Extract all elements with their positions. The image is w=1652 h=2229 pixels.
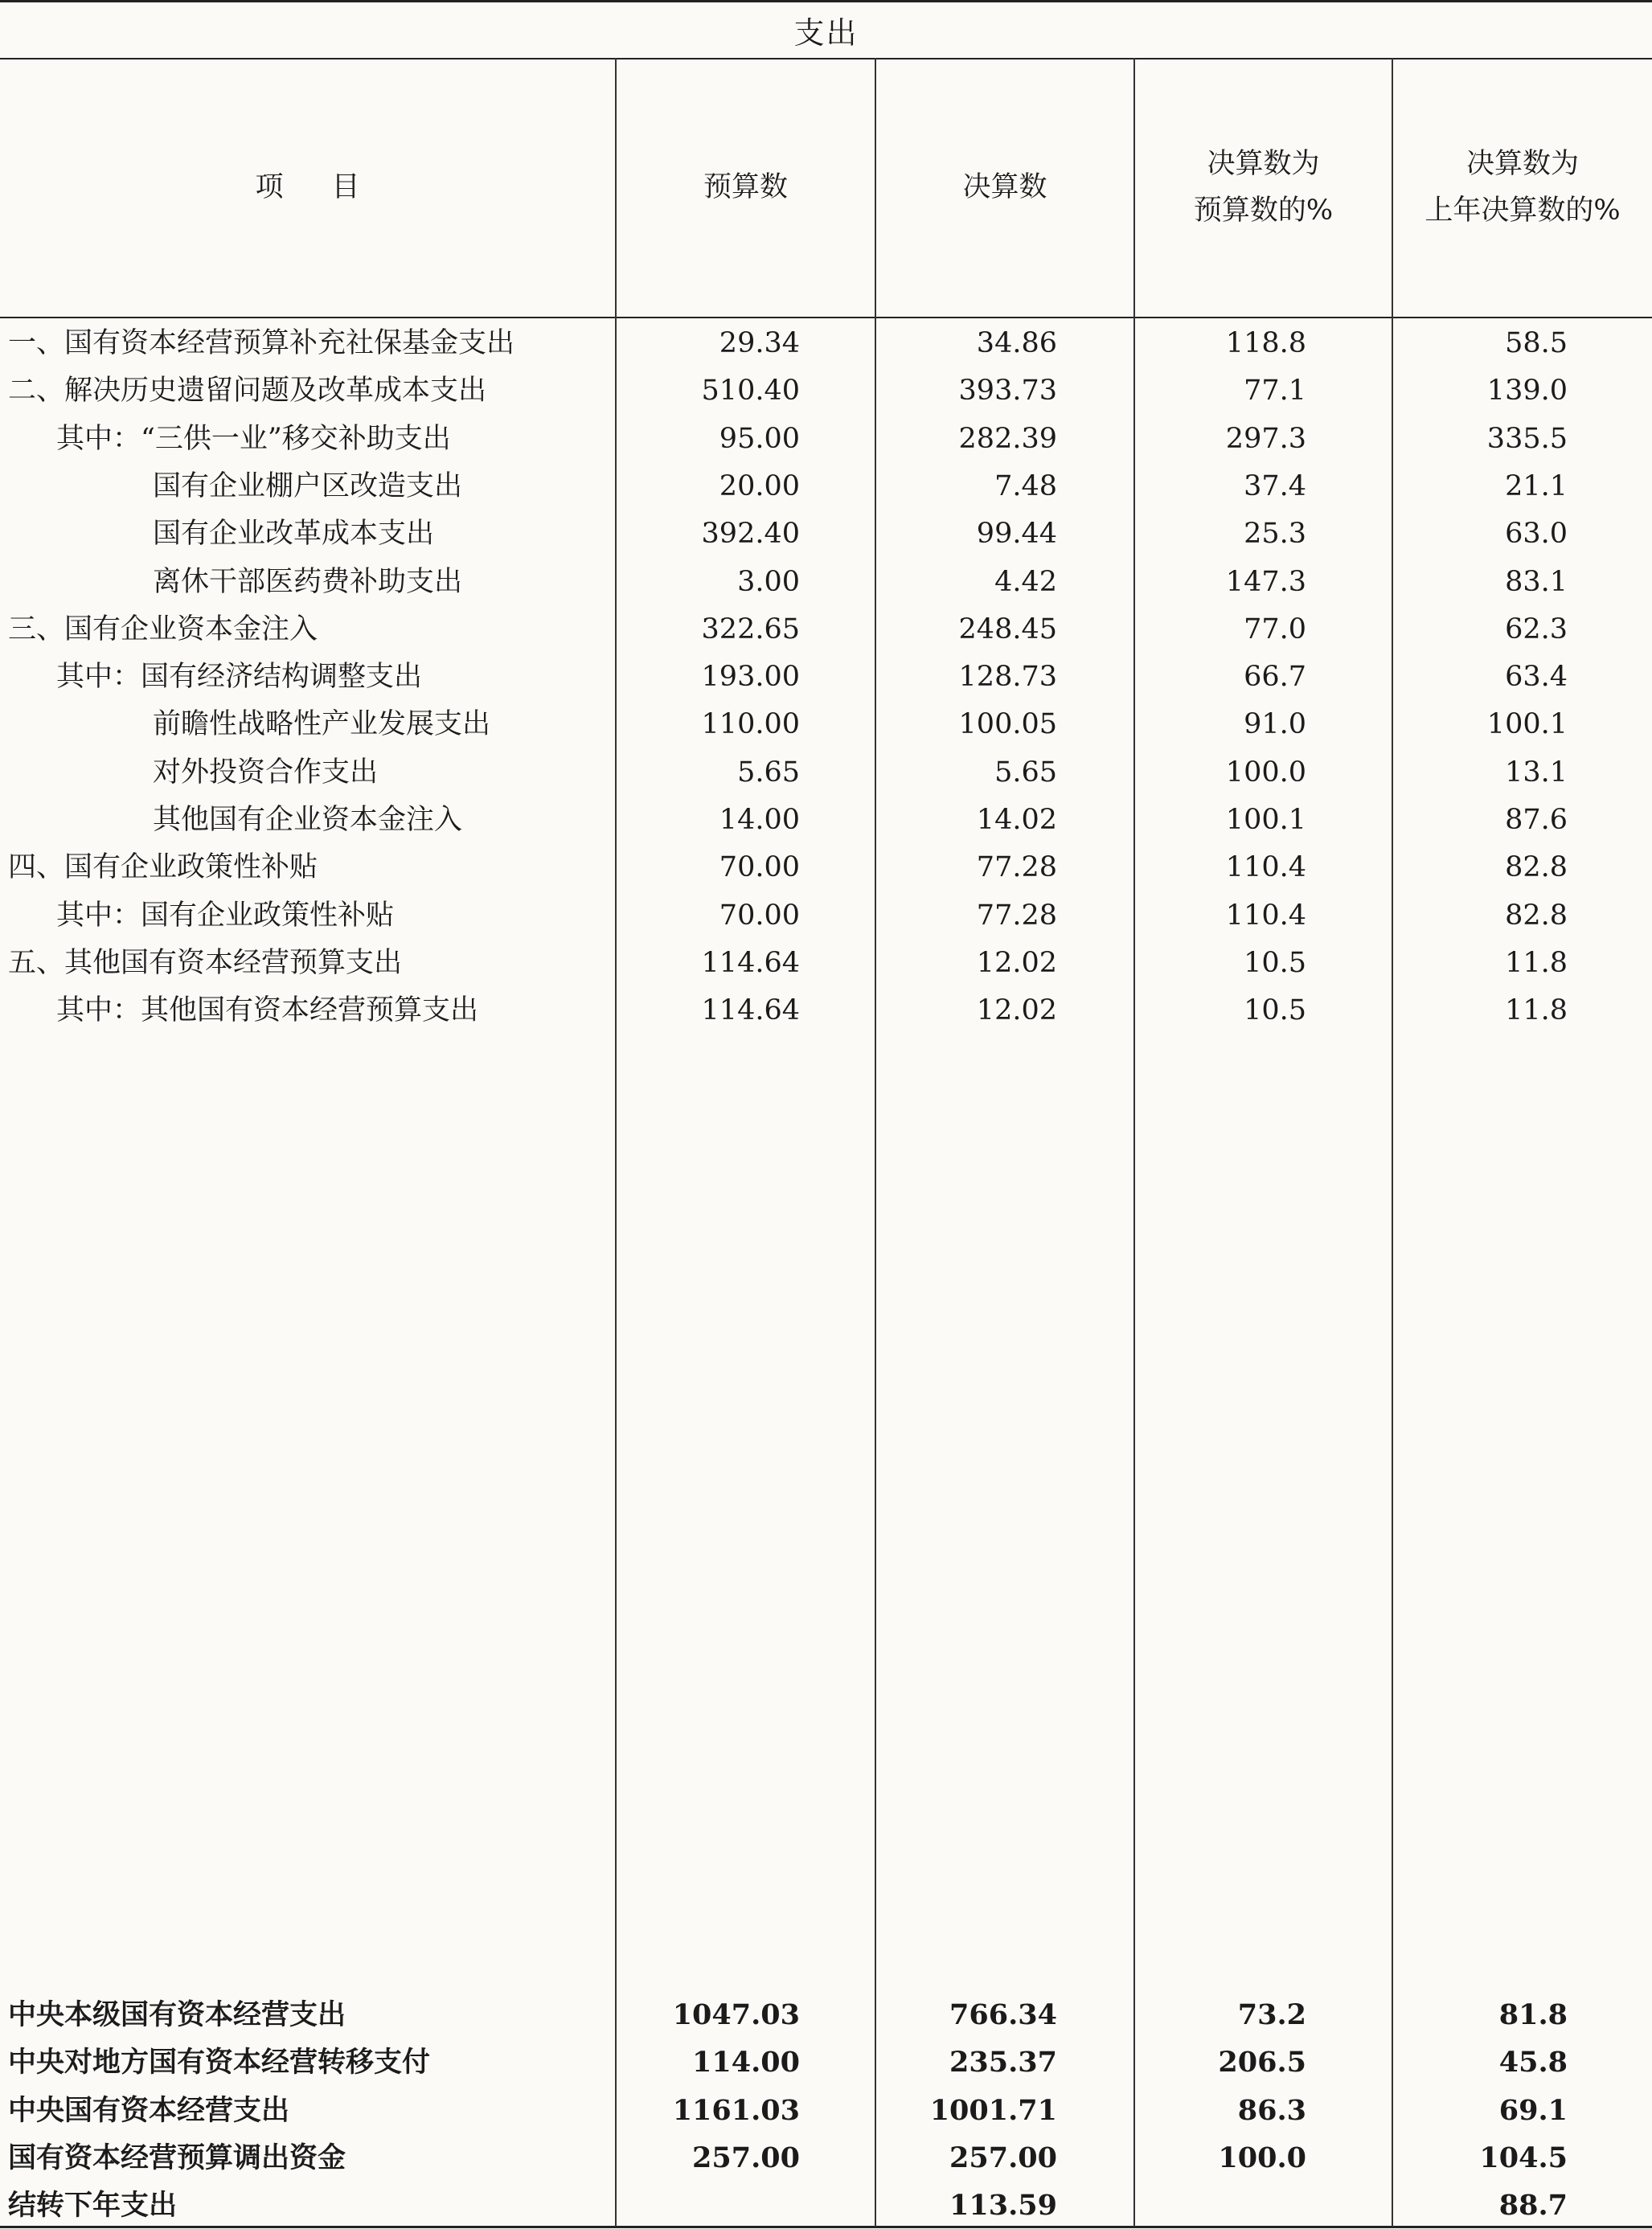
budget-value: 70.00	[719, 851, 800, 884]
table-row	[0, 892, 1652, 940]
pct-prev-value: 62.3	[1505, 613, 1568, 645]
actual-value: 100.05	[958, 708, 1057, 741]
table-row	[0, 844, 1652, 891]
pct-budget-value: 110.4	[1225, 851, 1306, 884]
budget-value: 1047.03	[672, 1998, 800, 2031]
budget-value: 110.00	[701, 708, 800, 741]
pct-budget-value: 86.3	[1237, 2093, 1306, 2127]
row-label: 中央本级国有资本经营支出	[8, 1998, 346, 2031]
pct-prev-value: 100.1	[1486, 708, 1568, 741]
budget-value: 322.65	[701, 613, 800, 645]
budget-value: 29.34	[719, 327, 800, 359]
pct-prev-value: 82.8	[1505, 851, 1568, 884]
header-pct-budget	[1135, 58, 1392, 317]
pct-prev-value: 81.8	[1498, 1998, 1568, 2031]
pct-budget-value: 91.0	[1244, 708, 1306, 741]
row-label: 二、解决历史遗留问题及改革成本支出	[8, 375, 487, 408]
row-label: 前瞻性战略性产业发展支出	[153, 708, 491, 741]
pct-budget-value: 206.5	[1218, 2046, 1306, 2079]
actual-value: 77.28	[976, 851, 1057, 884]
budget-value: 1161.03	[672, 2093, 800, 2127]
table-row	[0, 749, 1652, 797]
actual-value: 7.48	[994, 469, 1057, 502]
row-label: 中央国有资本经营支出	[8, 2093, 290, 2127]
budget-value: 3.00	[737, 565, 800, 598]
pct-prev-value: 83.1	[1505, 565, 1568, 598]
actual-value: 77.28	[976, 899, 1057, 932]
table-row	[0, 987, 1652, 1035]
budget-value: 510.40	[701, 375, 800, 408]
header-pct-prev-line2: 上年决算数的%	[1424, 195, 1621, 227]
pct-prev-value: 63.0	[1505, 518, 1568, 551]
table-row	[0, 320, 1652, 367]
table-row	[0, 654, 1652, 701]
actual-value: 257.00	[949, 2141, 1057, 2174]
pct-budget-value: 147.3	[1225, 565, 1306, 598]
header-pct-prev	[1393, 58, 1652, 317]
total-row	[0, 1991, 1652, 2038]
row-label: 对外投资合作支出	[153, 756, 379, 789]
table-title	[0, 8, 1652, 58]
header-actual-text: 决算数	[962, 171, 1047, 203]
actual-value: 393.73	[958, 375, 1057, 408]
pct-budget-value: 37.4	[1244, 469, 1306, 502]
total-row	[0, 2038, 1652, 2086]
header-actual	[876, 58, 1133, 317]
row-label: 国有企业改革成本支出	[153, 518, 435, 551]
table-row	[0, 797, 1652, 844]
top-rule	[0, 0, 1652, 2]
pct-prev-value: 69.1	[1498, 2093, 1568, 2127]
pct-prev-value: 58.5	[1505, 327, 1568, 359]
pct-prev-value: 11.8	[1505, 994, 1568, 1027]
actual-value: 1001.71	[929, 2093, 1057, 2127]
table-row	[0, 559, 1652, 606]
pct-budget-value: 77.1	[1244, 375, 1306, 408]
budget-value: 392.40	[701, 518, 800, 551]
actual-value: 14.02	[976, 804, 1057, 836]
actual-value: 5.65	[994, 756, 1057, 789]
pct-prev-value: 104.5	[1479, 2141, 1568, 2174]
header-item-text: 项目	[255, 171, 408, 203]
pct-prev-value: 87.6	[1505, 804, 1568, 836]
pct-prev-value: 11.8	[1505, 946, 1568, 979]
actual-value: 12.02	[976, 994, 1057, 1027]
actual-value: 766.34	[949, 1998, 1057, 2031]
table-row	[0, 367, 1652, 415]
total-row	[0, 2182, 1652, 2229]
row-label: 其中：其他国有资本经营预算支出	[56, 994, 479, 1027]
pct-budget-value: 10.5	[1244, 946, 1306, 979]
row-label: 四、国有企业政策性补贴	[8, 851, 318, 884]
pct-budget-value: 110.4	[1225, 899, 1306, 932]
row-label: 离休干部医药费补助支出	[153, 565, 463, 598]
actual-value: 4.42	[994, 565, 1057, 598]
pct-budget-value: 66.7	[1244, 661, 1306, 694]
pct-budget-value: 73.2	[1237, 1998, 1306, 2031]
pct-budget-value: 100.1	[1225, 804, 1306, 836]
row-label: 其他国有企业资本金注入	[153, 804, 463, 836]
table-row	[0, 606, 1652, 654]
header-budget-text: 预算数	[703, 171, 788, 203]
table-row	[0, 510, 1652, 558]
total-row	[0, 2134, 1652, 2182]
actual-value: 282.39	[958, 422, 1057, 455]
pct-budget-value: 25.3	[1244, 518, 1306, 551]
row-label: 一、国有资本经营预算补充社保基金支出	[8, 327, 515, 359]
header-budget	[617, 58, 875, 317]
pct-prev-value: 63.4	[1505, 661, 1568, 694]
header-rule	[0, 317, 1652, 318]
pct-prev-value: 82.8	[1505, 899, 1568, 932]
header-item	[0, 58, 615, 317]
actual-value: 113.59	[949, 2189, 1057, 2223]
actual-value: 12.02	[976, 946, 1057, 979]
row-label: 其中：国有企业政策性补贴	[56, 899, 395, 932]
budget-value: 114.64	[701, 946, 800, 979]
actual-value: 235.37	[949, 2046, 1057, 2079]
pct-budget-value: 100.0	[1225, 756, 1306, 789]
header-pct-budget-line2: 预算数的%	[1193, 195, 1334, 227]
pct-prev-value: 139.0	[1486, 375, 1568, 408]
row-label: 五、其他国有资本经营预算支出	[8, 946, 403, 979]
pct-budget-value: 297.3	[1225, 422, 1306, 455]
pct-prev-value: 21.1	[1505, 469, 1568, 502]
budget-value: 193.00	[701, 661, 800, 694]
total-row	[0, 2087, 1652, 2134]
row-label: 结转下年支出	[8, 2189, 178, 2223]
pct-budget-value: 10.5	[1244, 994, 1306, 1027]
pct-prev-value: 45.8	[1498, 2046, 1568, 2079]
budget-value: 257.00	[692, 2141, 800, 2174]
budget-value: 5.65	[737, 756, 800, 789]
table-row	[0, 463, 1652, 510]
budget-value: 14.00	[719, 804, 800, 836]
table-row	[0, 416, 1652, 463]
row-label: 国有企业棚户区改造支出	[153, 469, 463, 502]
pct-budget-value: 77.0	[1244, 613, 1306, 645]
pct-prev-value: 88.7	[1498, 2189, 1568, 2223]
pct-budget-value: 100.0	[1218, 2141, 1306, 2174]
actual-value: 128.73	[958, 661, 1057, 694]
pct-budget-value: 118.8	[1225, 327, 1306, 359]
actual-value: 34.86	[976, 327, 1057, 359]
actual-value: 248.45	[958, 613, 1057, 645]
budget-value: 114.64	[701, 994, 800, 1027]
row-label: 中央对地方国有资本经营转移支付	[8, 2046, 431, 2079]
row-label: 其中：“三供一业”移交补助支出	[56, 422, 451, 455]
table-row	[0, 940, 1652, 987]
row-label: 三、国有企业资本金注入	[8, 613, 318, 645]
table-title-text: 支出	[793, 15, 859, 51]
pct-prev-value: 335.5	[1486, 422, 1568, 455]
budget-value: 95.00	[719, 422, 800, 455]
budget-value: 20.00	[719, 469, 800, 502]
budget-value: 70.00	[719, 899, 800, 932]
header-pct-prev-line1: 决算数为	[1465, 148, 1579, 180]
table-row	[0, 701, 1652, 748]
budget-value: 114.00	[692, 2046, 800, 2079]
actual-value: 99.44	[976, 518, 1057, 551]
row-label: 其中：国有经济结构调整支出	[56, 661, 423, 694]
row-label: 国有资本经营预算调出资金	[8, 2141, 346, 2174]
pct-prev-value: 13.1	[1505, 756, 1568, 789]
header-pct-budget-line1: 决算数为	[1207, 148, 1320, 180]
